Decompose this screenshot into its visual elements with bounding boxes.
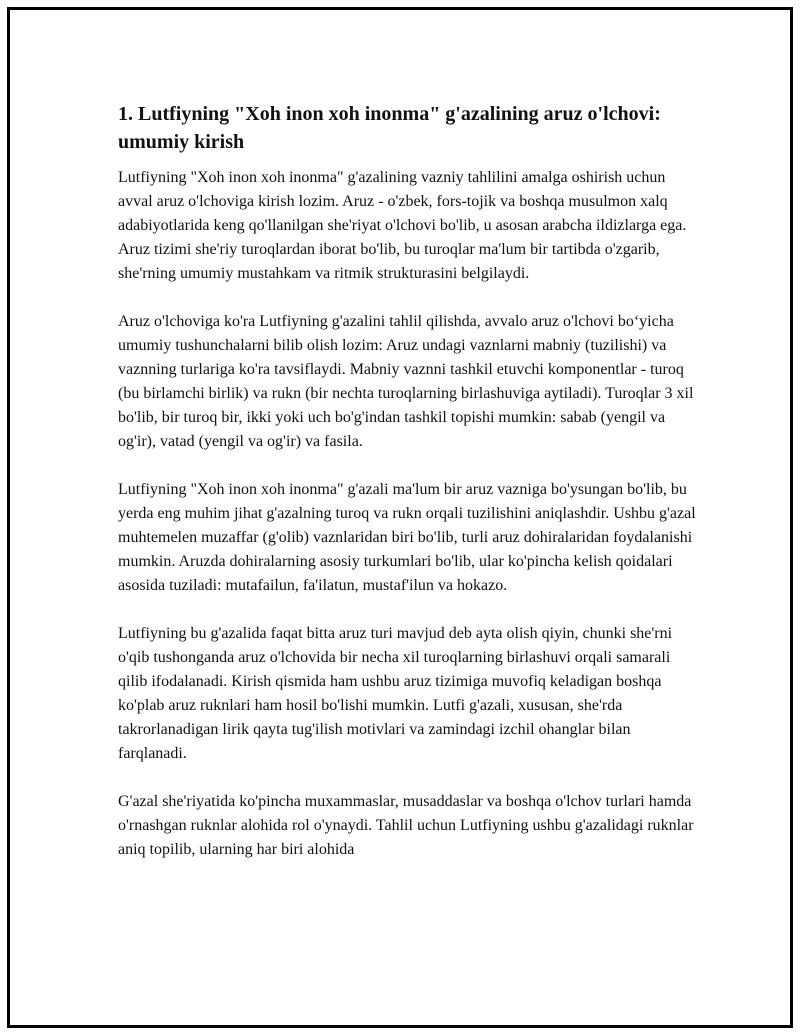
page-frame (7, 7, 793, 1028)
paragraph-3: Lutfiyning "Xoh inon xoh inonma" g'azali ma'lum bir aruz vazniga bo'ysungan bo'lib, bu yerda eng muhim jihat g'azalning turoq va rukn orqali tuzilishini aniqlashdir. Ushbu g'azal muhtemelen muzaffar (g'olib) vaznlaridan biri bo'lib, turli aruz dohiralaridan foydalanishi mumkin. Aruzda dohiralarning asosiy turkumlari bo'lib, ular ko'pincha kelish qoidalari asosida tuziladi: mutafailun, fa'ilatun, mustaf'ilun va hokazo. (118, 481, 696, 594)
paragraph-5: G'azal she'riyatida ko'pincha muxammaslar, musaddaslar va boshqa o'lchov turlari hamda o'rnashgan ruknlar alohida rol o'ynaydi. Tahlil uchun Lutfiyning ushbu g'azalidagi ruknlar aniq topilib, ularning har biri alohida (118, 793, 694, 858)
section-heading: 1. Lutfiyning "Xoh inon xoh inonma" g'azalining aruz o'lchovi: umumiy kirish (118, 103, 661, 153)
document-body (118, 100, 703, 886)
paragraph-2: Aruz o'lchoviga ko'ra Lutfiyning g'azalini tahlil qilishda, avvalo aruz o'lchovi bo‘yicha umumiy tushunchalarni bilib olish lozim: Aruz undagi vaznlarni mabniy (tuzilishi) va vaznning turlariga ko'ra tavsiflaydi. Mabniy vaznni tashkil etuvchi komponentlar - turoq (bu birlamchi birlik) va rukn (bir nechta turoqlarning birlashuviga aytiladi). Turoqlar 3 xil bo'lib, bir turoq bir, ikki yoki uch bo'g'indan tashkil topishi mumkin: sabab (yengil va og'ir), vatad (yengil va og'ir) va fasila. (118, 313, 694, 450)
paragraph-1: Lutfiyning "Xoh inon xoh inonma" g'azalining vazniy tahlilini amalga oshirish uchun avval aruz o'lchoviga kirish lozim. Aruz - o'zbek, fors-tojik va boshqa musulmon xalq adabiyotlarida keng qo'llanilgan she'riyat o'lchovi bo'lib, u asosan arabcha ildizlarga ega. Aruz tizimi she'riy turoqlardan iborat bo'lib, bu turoqlar ma'lum bir tartibda o'zgarib, she'rning umumiy mustahkam va ritmik strukturasini belgilaydi. (118, 169, 687, 282)
paragraph-4: Lutfiyning bu g'azalida faqat bitta aruz turi mavjud deb ayta olish qiyin, chunki she'rni o'qib tushonganda aruz o'lchovida bir necha xil turoqlarning birlashuvi orqali samarali qilib ifodalanadi. Kirish qismida ham ushbu aruz tizimiga muvofiq keladigan boshqa ko'plab aruz ruknlari ham hosil bo'lishi mumkin. Lutfi g'azali, xususan, she'rda takrorlanadigan lirik qayta tug'ilish motivlari va zamindagi izchil ohanglar bilan farqlanadi. (118, 625, 673, 762)
